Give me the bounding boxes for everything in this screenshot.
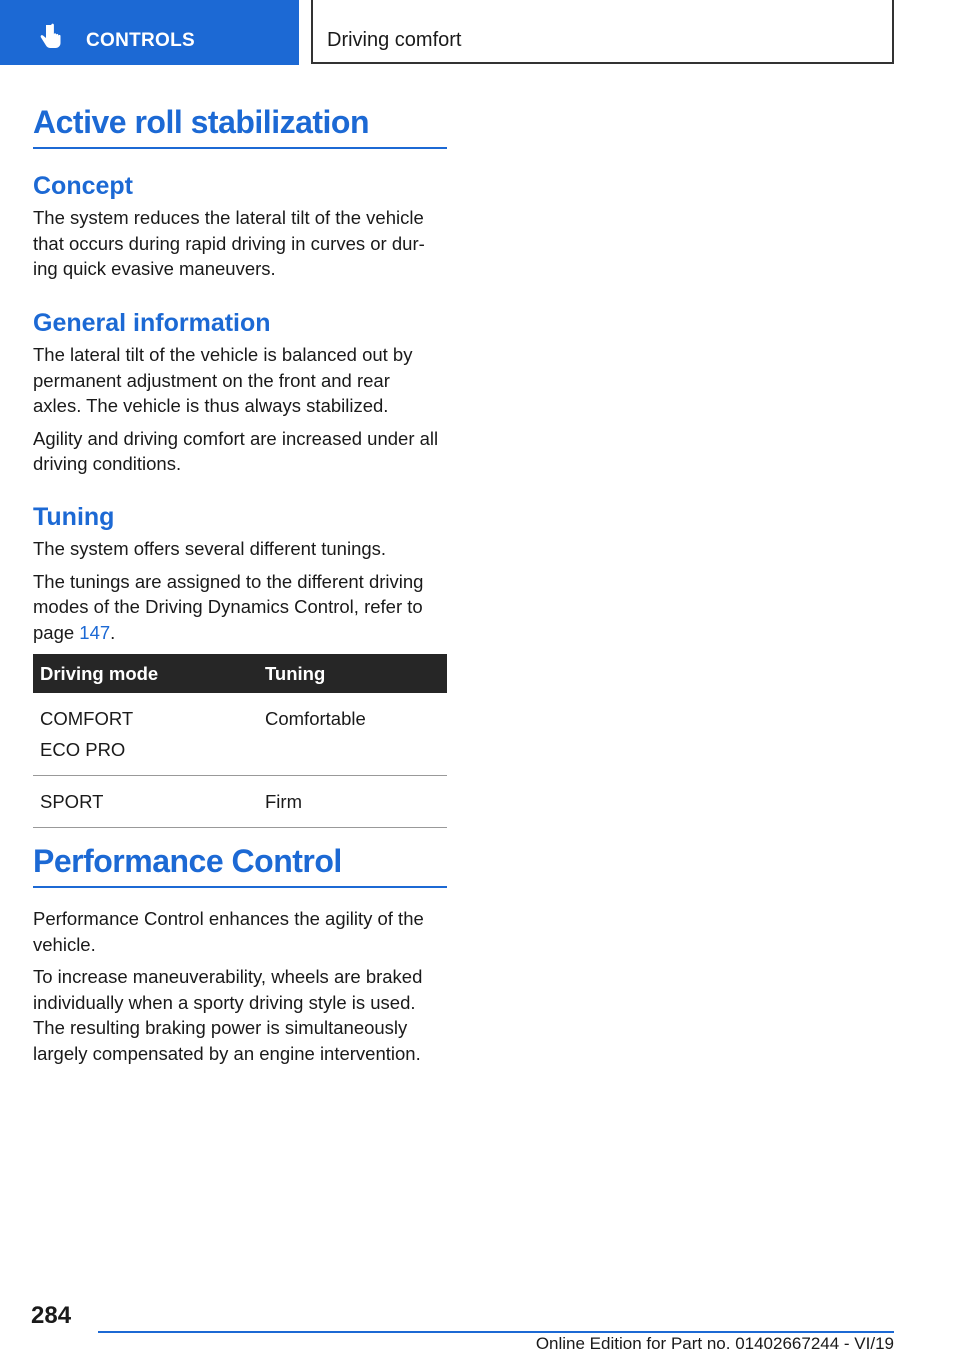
general-info-line: The lateral tilt of the vehicle is balanced out by — [33, 344, 413, 365]
concept-line: that occurs during rapid driving in curves or dur‐ — [33, 232, 425, 254]
table-header-tuning: Tuning — [258, 654, 447, 693]
mode-value: COMFORT — [40, 708, 134, 729]
tuning-table — [33, 654, 447, 828]
general-info-paragraph-1 — [33, 342, 447, 419]
performance-paragraph-1 — [33, 906, 447, 957]
general-info-line: axles. The vehicle is thus always stabilized. — [33, 395, 389, 416]
tuning-heading: Tuning — [33, 503, 115, 531]
section-active-roll-title — [33, 104, 447, 149]
tuning-line: modes of the Driving Dynamics Control, refer to — [33, 596, 423, 617]
tuning-line-last — [33, 620, 447, 646]
concept-heading: Concept — [33, 172, 133, 200]
header-section-label: CONTROLS — [86, 30, 196, 51]
performance-line: To increase maneuverability, wheels are braked — [33, 966, 423, 987]
general-info-block — [33, 309, 447, 477]
header-chapter-label: Driving comfort — [327, 29, 462, 51]
page-number: 284 — [31, 1302, 72, 1329]
concept-block — [33, 172, 447, 282]
header-chapter — [311, 0, 894, 64]
page-title: Active roll stabilization — [33, 104, 447, 149]
performance-line: vehicle. — [33, 933, 96, 955]
page-ref-prefix: page — [33, 621, 80, 643]
performance-line: largely compensated by an engine intervention. — [33, 1042, 421, 1064]
tuning-paragraph-2 — [33, 569, 447, 646]
general-info-paragraph-2 — [33, 426, 447, 477]
table-cell-tuning: Comfortable — [258, 693, 447, 776]
page-ref-suffix: . — [110, 621, 116, 643]
footer-edition: Online Edition for Part no. 01402667244 - VI/19 — [535, 1334, 894, 1353]
general-info-heading: General information — [33, 309, 271, 337]
header-section-tab[interactable] — [0, 0, 299, 65]
mode-value: SPORT — [40, 791, 104, 812]
table-cell-modes — [33, 693, 258, 776]
concept-paragraph — [33, 205, 447, 282]
general-info-line: Agility and driving comfort are increased under all — [33, 427, 439, 449]
performance-paragraph-2 — [33, 964, 447, 1066]
performance-block — [33, 906, 447, 1066]
general-info-line: driving conditions. — [33, 453, 182, 474]
performance-line: individually when a sporty driving style is used. — [33, 991, 416, 1013]
tuning-paragraph-1: The system offers several different tunings. — [33, 538, 387, 559]
performance-title: Performance Control — [33, 843, 447, 888]
tuning-block — [33, 503, 447, 645]
mode-value: ECO PRO — [40, 739, 126, 760]
performance-line: Performance Control enhances the agility of the — [33, 908, 424, 929]
general-info-line: permanent adjustment on the front and rear — [33, 369, 390, 391]
concept-line: ing quick evasive maneuvers. — [33, 258, 276, 279]
page-ref-link[interactable]: 147 — [79, 621, 111, 643]
concept-line: The system reduces the lateral tilt of the vehicle — [33, 207, 424, 228]
performance-line: The resulting braking power is simultaneously — [33, 1017, 408, 1038]
table-header-driving-mode: Driving mode — [33, 654, 258, 693]
tuning-line: The tunings are assigned to the different driving — [33, 570, 424, 592]
table-cell-modes — [33, 776, 258, 828]
footer-rule — [98, 1331, 894, 1333]
table-row — [33, 776, 447, 828]
table-header-row — [33, 654, 447, 693]
hand-pointer-icon — [36, 22, 66, 52]
section-performance-title — [33, 843, 447, 888]
table-row — [33, 693, 447, 776]
table-cell-tuning: Firm — [258, 776, 447, 828]
